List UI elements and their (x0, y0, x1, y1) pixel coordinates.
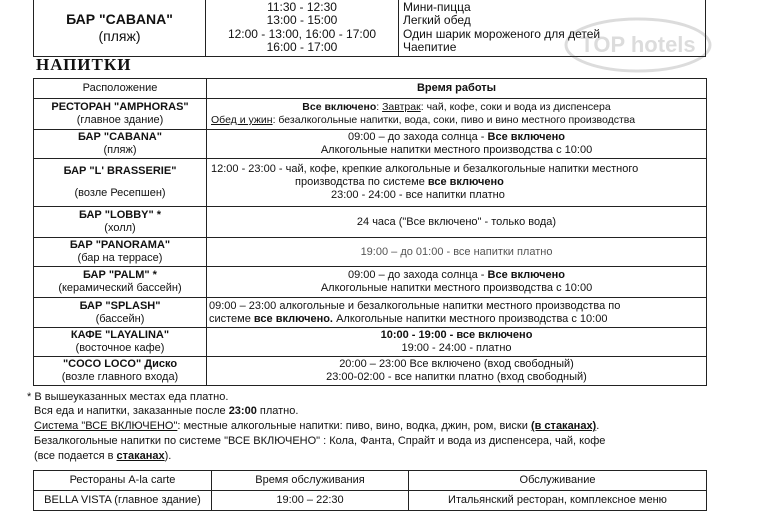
row-name: КАФЕ "LAYALINA" (70, 329, 170, 341)
table-row (34, 207, 707, 238)
table-row (34, 357, 707, 386)
row-text: 19:00 - 24:00 - платно (401, 342, 512, 354)
row-text: Все включено (487, 269, 565, 281)
row-name: БАР "PALM" * (83, 269, 157, 281)
row-sub: (восточное кафе) (75, 342, 165, 354)
row-text: 12:00 - 23:00 - чай, кофе, крепкие алкогольные и безалкогольные напитки местного (211, 163, 639, 175)
note-all-inclusive-alcohol: Система "ВСЕ ВКЛЮЧЕНО": местные алкогольные напитки: пиво, вино, водка, джин, ром, виски (в стаканах). (34, 420, 600, 432)
row-text: 10:00 - 19:00 - все включено (380, 329, 533, 341)
row-sub: (возле главного входа) (61, 371, 179, 383)
watermark-text: TOP hotels (580, 32, 696, 57)
watermark-logo-icon (558, 10, 718, 80)
top-service-2: Легкий обед (403, 13, 471, 27)
row-text: Завтрак (382, 101, 421, 113)
row-name: "COCO LOCO" Диско (62, 358, 178, 370)
row-text: 19:00 – до 01:00 - все напитки платно (207, 238, 707, 267)
table-row (34, 298, 707, 328)
row-text: Все включено (487, 131, 565, 143)
row-name: БАР "CABANA" (78, 131, 162, 143)
row-sub: (керамический бассейн) (58, 282, 182, 294)
table-row: РЕСТОРАН "AMPHORAS" (главное здание) Все включено: Завтрак: чай, кофе, соки и вода из диспенсера Обед и ужин: безалкогольные напитки, вода, соки, пиво и вино местного производства (34, 99, 707, 130)
row-name: БАР "SPLASH" (79, 299, 161, 312)
top-service-3: Один шарик мороженого для детей (403, 26, 601, 41)
top-time-1: 11:30 - 12:30 (267, 0, 337, 14)
header-time: Время работы (207, 79, 707, 99)
top-times-cell (206, 0, 399, 57)
row-name: БАР "L' BRASSERIE" (63, 165, 177, 177)
row-sub: (главное здание) (76, 114, 164, 126)
alacarte-cell: 19:00 – 22:30 (212, 491, 409, 511)
row-text: 09:00 – 23:00 алкогольные и безалкогольные напитки местного производства по (209, 299, 621, 312)
top-time-2: 13:00 - 15:00 (266, 13, 338, 27)
row-text: все включено. (253, 312, 333, 325)
alacarte-cell: BELLA VISTA (главное здание) (34, 491, 212, 511)
row-name: БАР "PANORAMA" (69, 239, 171, 251)
row-text: 23:00 - 24:00 - все напитки платно (331, 189, 505, 201)
top-time-3: 12:00 - 13:00, 16:00 - 17:00 (227, 26, 377, 41)
row-sub: (бар на террасе) (77, 252, 163, 264)
table-row (34, 159, 707, 207)
top-service-1: Мини-пицца (403, 0, 471, 14)
row-sub: (возле Ресепшен) (74, 187, 166, 199)
row-text: чай, кофе, соки и вода из диспенсера (426, 101, 611, 113)
row-sub: (бассейн) (95, 312, 145, 325)
row-text: 20:00 – 23:00 Все включено (вход свободный) (339, 358, 574, 370)
row-text: Алкогольные напитки местного производства с 10:00 (336, 312, 608, 325)
header-location: Расположение (34, 79, 207, 99)
row-text: Все включено (302, 101, 377, 113)
section-title: НАПИТКИ (36, 55, 132, 74)
row-text: Обед и ужин (211, 114, 273, 126)
table-row (34, 491, 707, 511)
row-text: Алкогольные напитки местного производства с 10:00 (320, 144, 593, 156)
note-soft-drinks: Безалкогольные напитки по системе "ВСЕ ВКЛЮЧЕНО" : Кола, Фанта, Спрайт и вода из диспенсера, чай, кофе (34, 435, 606, 447)
alacarte-cell: Итальянский ресторан, комплексное меню (409, 491, 707, 511)
row-text: 24 часа ("Все включено" - только вода) (207, 207, 707, 238)
alacarte-header-time: Время обслуживания (212, 471, 409, 491)
row-text: производства по системе (295, 176, 428, 188)
drinks-table (33, 78, 707, 386)
row-text: системе (209, 312, 254, 325)
row-sub: (холл) (104, 222, 136, 234)
row-name: БАР "LOBBY" * (78, 209, 162, 221)
alacarte-header-restaurants: Рестораны A-la carte (34, 471, 212, 491)
row-sub: (пляж) (103, 144, 137, 156)
row-text: все включено (427, 176, 504, 188)
note-glasses: (все подается в стаканах). (34, 450, 172, 462)
top-time-4: 16:00 - 17:00 (266, 40, 338, 54)
row-name: РЕСТОРАН "AMPHORAS" (51, 101, 189, 113)
top-bar-sub: (пляж) (98, 27, 141, 44)
table-row (34, 238, 707, 267)
table-row (34, 130, 707, 159)
row-text: Алкогольные напитки местного производства с 10:00 (320, 282, 593, 294)
top-bar-name: БАР "CABANA" (66, 10, 173, 27)
note-food-paid: * В вышеуказанных местах еда платно. (27, 391, 229, 403)
table-row (34, 328, 707, 357)
top-bar-cell (34, 0, 206, 57)
top-service-4: Чаепитие (403, 40, 457, 54)
table-row (34, 267, 707, 298)
alacarte-table (33, 470, 707, 511)
alacarte-header-service: Обслуживание (409, 471, 707, 491)
note-after-23: Вся еда и напитки, заказанные после 23:00 платно. (34, 405, 299, 417)
row-text: 23:00-02:00 - все напитки платно (вход свободный) (326, 371, 587, 383)
row-text: 09:00 – до захода солнца - (347, 131, 488, 143)
row-text: 09:00 – до захода солнца - (347, 269, 488, 281)
row-text: безалкогольные напитки, вода, соки, пиво и вино местного производства (278, 114, 636, 126)
